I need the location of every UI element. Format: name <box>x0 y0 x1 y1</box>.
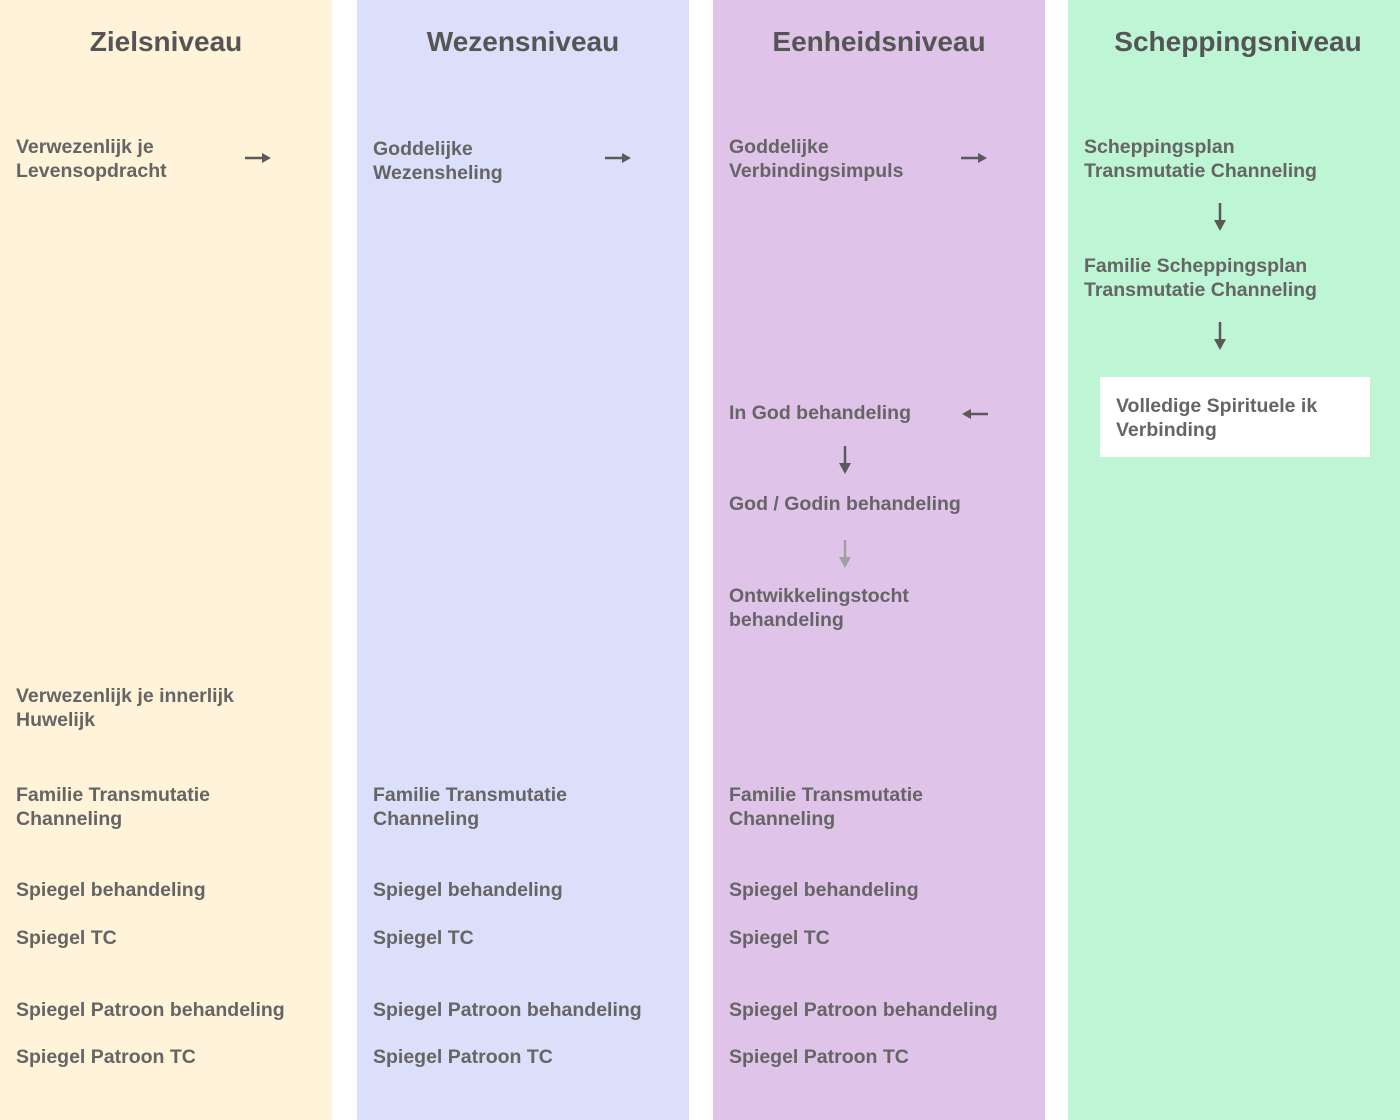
item-spiegel-patroon-tc: Spiegel Patroon TC <box>729 1046 909 1068</box>
column-title: Zielsniveau <box>89 26 243 57</box>
item-spiegel-behandeling: Spiegel behandeling <box>729 879 919 901</box>
arrow-left-icon <box>962 409 988 419</box>
item-volledige-spirituele-verbinding: Volledige Spirituele ik Verbinding <box>1116 395 1318 441</box>
item-spiegel-behandeling: Spiegel behandeling <box>373 879 563 901</box>
item-spiegel-patroon-tc: Spiegel Patroon TC <box>16 1046 196 1068</box>
column-title: Eenheidsniveau <box>772 26 986 57</box>
arrow-down-light-icon <box>839 540 851 568</box>
item-familie-transmutatie: Familie Transmutatie Channeling <box>729 784 923 830</box>
item-familie-transmutatie: Familie Transmutatie Channeling <box>373 784 567 830</box>
item-spiegel-tc: Spiegel TC <box>729 927 830 949</box>
arrow-right-icon <box>961 153 987 163</box>
item-scheppingsplan-tc: Scheppingsplan Transmutatie Channeling <box>1084 136 1317 182</box>
column-title: Wezensniveau <box>426 26 620 57</box>
column-wezensniveau <box>357 0 689 1120</box>
arrow-down-icon <box>1214 322 1226 350</box>
item-wezensheling: Goddelijke Wezensheling <box>373 138 503 184</box>
column-eenheidsniveau <box>713 0 1045 1120</box>
arrow-right-icon <box>245 153 271 163</box>
item-ontwikkelingstocht: Ontwikkelingstocht behandeling <box>729 585 909 631</box>
item-innerlijk-huwelijk: Verwezenlijk je innerlijk Huwelijk <box>16 685 234 731</box>
item-god-godin-behandeling: God / Godin behandeling <box>729 493 961 515</box>
item-spiegel-patroon-behandeling: Spiegel Patroon behandeling <box>729 999 998 1021</box>
column-zielsniveau <box>0 0 332 1120</box>
item-spiegel-tc: Spiegel TC <box>16 927 117 949</box>
arrow-down-icon <box>839 446 851 474</box>
item-spiegel-patroon-tc: Spiegel Patroon TC <box>373 1046 553 1068</box>
arrow-right-icon <box>605 153 631 163</box>
item-in-god-behandeling: In God behandeling <box>729 402 911 424</box>
column-scheppingsniveau <box>1068 0 1400 1120</box>
item-spiegel-behandeling: Spiegel behandeling <box>16 879 206 901</box>
item-familie-transmutatie: Familie Transmutatie Channeling <box>16 784 210 830</box>
arrow-down-icon <box>1214 203 1226 231</box>
column-title: Scheppingsniveau <box>1114 26 1362 57</box>
item-spiegel-patroon-behandeling: Spiegel Patroon behandeling <box>373 999 642 1021</box>
item-spiegel-patroon-behandeling: Spiegel Patroon behandeling <box>16 999 285 1021</box>
item-verbindingsimpuls: Goddelijke Verbindingsimpuls <box>729 136 904 182</box>
item-levensopdracht: Verwezenlijk je Levensopdracht <box>16 136 167 182</box>
item-spiegel-tc: Spiegel TC <box>373 927 474 949</box>
item-familie-scheppingsplan-tc: Familie Scheppingsplan Transmutatie Channeling <box>1084 255 1317 301</box>
